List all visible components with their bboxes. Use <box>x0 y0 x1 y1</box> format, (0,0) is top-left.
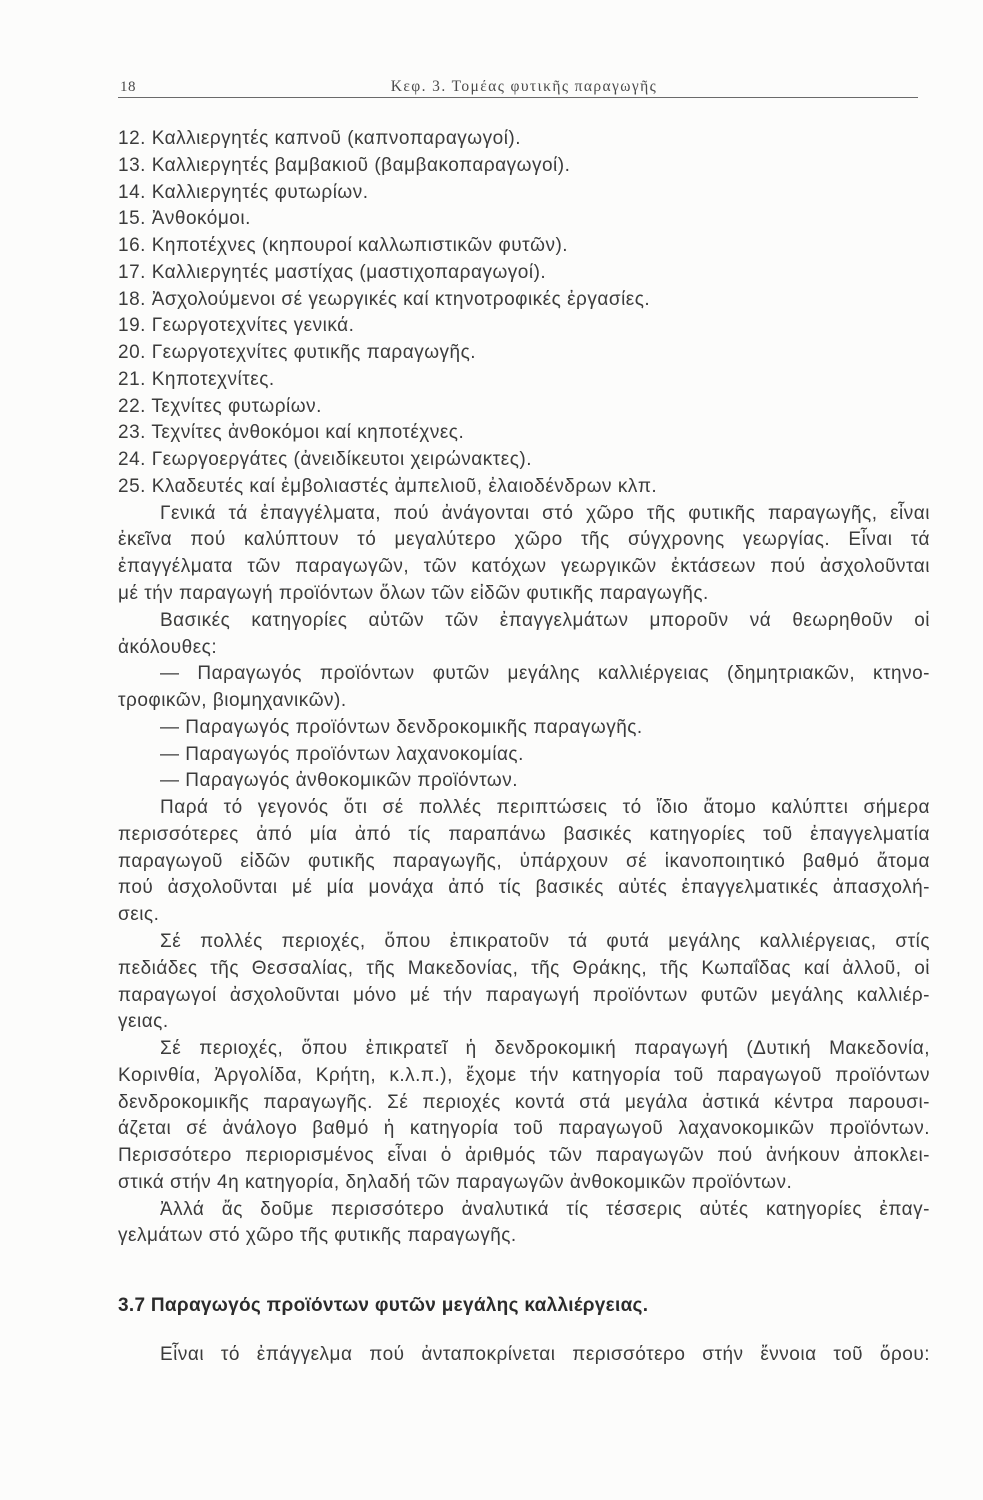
list-item-number: 25. <box>118 475 146 497</box>
category-item-line: τροφικῶν, βιομηχανικῶν). <box>118 690 347 712</box>
list-item <box>118 233 930 260</box>
category-item-line: — Παραγωγός ἀνθοκομικῶν προϊόντων. <box>160 770 518 792</box>
paragraph-line: παραγωγοῦ εἰδῶν φυτικῆς παραγωγῆς, ὑπάρχουν σέ ἱκανοποιητικό βαθμό ἄτομα <box>118 850 930 872</box>
list-item-number: 21. <box>118 368 146 390</box>
list-item-text: Καλλιεργητές βαμβακιοῦ (βαμβακοπαραγωγοί). <box>151 154 571 176</box>
paragraph-line: παραγωγοί ἀσχολοῦνται μόνο μέ τήν παραγωγή προϊόντων φυτῶν μεγάλης καλλιέρ- <box>118 984 930 1006</box>
list-item-number: 17. <box>118 261 146 283</box>
list-item-text: Ἀσχολούμενοι σέ γεωργικές καί κτηνοτροφικές ἐργασίες. <box>151 288 651 310</box>
list-item-text: Καλλιεργητές καπνοῦ (καπνοπαραγωγοί). <box>151 128 522 149</box>
list-item-text: Γεωργοτεχνίτες γενικά. <box>151 315 355 337</box>
paragraph-line: άζεται σέ ἀνάλογο βαθμό ἡ κατηγορία τοῦ παραγωγοῦ λαχανοκομικῶν προϊόντων. <box>118 1118 930 1140</box>
list-item <box>118 287 930 314</box>
paragraph-line: μέ τήν παραγωγή προϊόντων ὅλων τῶν εἰδῶν φυτικῆς παραγωγῆς. <box>118 583 709 605</box>
paragraph <box>118 608 930 662</box>
paragraph <box>118 929 930 1036</box>
list-item <box>118 340 930 367</box>
list-item-text: Γεωργοεργάτες (ἀνειδίκευτοι χειρώνακτες). <box>151 449 533 471</box>
list-item-text: Κηποτέχνες (κηπουροί καλλωπιστικῶν φυτῶν). <box>151 235 569 257</box>
paragraph-line: ἐπαγγέλματα τῶν παραγωγῶν, τῶν κατόχων γεωργικῶν ἐκτάσεων πού ἀσχολοῦνται <box>118 556 930 578</box>
paragraph-line: ἀκόλουθες: <box>118 636 218 658</box>
list-item-number: 14. <box>118 181 146 203</box>
occupation-list <box>118 126 930 501</box>
section-heading: 3.7 Παραγωγός προϊόντων φυτῶν μεγάλης καλλιέργειας. <box>118 1295 649 1316</box>
list-item-text: Ἀνθοκόμοι. <box>151 208 251 230</box>
running-title: Κεφ. 3. Τομέας φυτικῆς παραγωγῆς <box>390 78 658 95</box>
list-item-number: 12. <box>118 128 146 149</box>
list-item <box>118 313 930 340</box>
list-item <box>118 126 930 153</box>
list-item-number: 13. <box>118 154 146 176</box>
list-item-number: 22. <box>118 395 146 417</box>
section-paragraph <box>118 1342 930 1369</box>
list-item-number: 20. <box>118 342 146 364</box>
category-item-line: — Παραγωγός προϊόντων φυτῶν μεγάλης καλλιέργειας (δημητριακῶν, κτηνο- <box>160 663 930 685</box>
list-item-number: 19. <box>118 315 146 337</box>
paragraph-line: περισσότερες ἀπό μία ἀπό τίς παραπάνω βασικές κατηγορίες τοῦ ἐπαγγελματία <box>118 823 930 845</box>
paragraph-line: πού ἀσχολοῦνται μέ μία μονάχα ἀπό τίς βασικές αὐτές ἐπαγγελματικές ἀπασχολή- <box>118 877 930 899</box>
paragraph-line: Σέ πολλές περιοχές, ὅπου ἐπικρατοῦν τά φυτά μεγάλης καλλιέργειας, στίς <box>160 930 930 952</box>
list-item-number: 15. <box>118 208 146 230</box>
paragraph-line: Βασικές κατηγορίες αὐτῶν τῶν ἐπαγγελμάτων μποροῦν νά θεωρηθοῦν οἱ <box>160 609 930 631</box>
list-item-text: Κλαδευτές καί ἐμβολιαστές ἀμπελιοῦ, ἐλαιοδένδρων κλπ. <box>151 475 658 497</box>
paragraph-line: πεδιάδες τῆς Θεσσαλίας, τῆς Μακεδονίας, τῆς Θράκης, τῆς Κωπαΐδας καί ἀλλοῦ, οἱ <box>118 957 930 979</box>
paragraph <box>118 1036 930 1197</box>
header-rule <box>118 97 918 98</box>
list-item-text: Τεχνίτες φυτωρίων. <box>151 395 322 417</box>
list-item-number: 23. <box>118 422 146 444</box>
list-item-number: 24. <box>118 449 146 471</box>
paragraph-line: δενδροκομικῆς παραγωγῆς. Σέ περιοχές κοντά στά μεγάλα ἀστικά κέντρα παρουσι- <box>118 1091 930 1113</box>
page-number: 18 <box>120 79 136 95</box>
paragraph-line: Σέ περιοχές, ὅπου ἐπικρατεῖ ἡ δενδροκομική παραγωγή (Δυτική Μακεδονία, <box>160 1038 930 1060</box>
list-item <box>118 206 930 233</box>
paragraph-line: Γενικά τά ἐπαγγέλματα, πού ἀνάγονται στό χῶρο τῆς φυτικῆς παραγωγῆς, εἶναι <box>160 502 930 524</box>
paragraph <box>118 501 930 608</box>
list-item <box>118 420 930 447</box>
list-item <box>118 447 930 474</box>
paragraph-line: Κορινθία, Ἀργολίδα, Κρήτη, κ.λ.π.), ἔχομε τήν κατηγορία τοῦ παραγωγοῦ προϊόντων <box>118 1064 930 1086</box>
paragraph-line: Περισσότερο περιορισμένος εἶναι ὁ ἀριθμός τῶν παραγωγῶν πού ἀνήκουν ἀποκλει- <box>118 1145 930 1167</box>
paragraph-line: Ἀλλά ἄς δοῦμε περισσότερο ἀναλυτικά τίς τέσσερις αὐτές κατηγορίες ἐπαγ- <box>160 1198 930 1220</box>
list-item-number: 18. <box>118 288 146 310</box>
list-item <box>118 153 930 180</box>
list-item-text: Τεχνίτες ἀνθοκόμοι καί κηποτέχνες. <box>151 422 465 444</box>
page-body <box>118 126 930 1250</box>
paragraph-line: γελμάτων στό χῶρο τῆς φυτικῆς παραγωγῆς. <box>118 1225 517 1247</box>
category-item-line: — Παραγωγός προϊόντων δενδροκομικῆς παραγωγῆς. <box>160 716 643 738</box>
paragraph-line: ἐκεῖνα πού καλύπτουν τό μεγαλύτερο χῶρο τῆς σύγχρονης γεωργίας. Εἶναι τά <box>118 529 930 551</box>
list-item <box>118 394 930 421</box>
list-item-text: Καλλιεργητές μαστίχας (μαστιχοπαραγωγοί). <box>151 261 547 283</box>
category-list <box>118 661 930 795</box>
paragraph-line: Εἶναι τό ἐπάγγελμα πού ἀνταποκρίνεται περισσότερο στήν ἔννοια τοῦ ὅρου: <box>160 1344 930 1365</box>
paragraph-line: σεις. <box>118 904 160 926</box>
paragraph-line: Παρά τό γεγονός ὅτι σέ πολλές περιπτώσεις τό ἴδιο ἄτομο καλύπτει σήμερα <box>160 797 930 819</box>
category-item-line: — Παραγωγός προϊόντων λαχανοκομίας. <box>160 743 524 765</box>
paragraph <box>118 795 930 929</box>
paragraph-line: στικά στήν 4η κατηγορία, δηλαδή τῶν παραγωγῶν ἀνθοκομικῶν προϊόντων. <box>118 1171 793 1193</box>
list-item-text: Καλλιεργητές φυτωρίων. <box>151 181 369 203</box>
list-item <box>118 367 930 394</box>
paragraph <box>118 1197 930 1251</box>
list-item <box>118 180 930 207</box>
list-item-text: Κηποτεχνίτες. <box>151 368 275 390</box>
list-item <box>118 474 930 501</box>
list-item <box>118 260 930 287</box>
list-item-number: 16. <box>118 235 146 257</box>
list-item-text: Γεωργοτεχνίτες φυτικῆς παραγωγῆς. <box>151 342 477 364</box>
paragraph-line: γειας. <box>118 1011 169 1033</box>
running-header <box>118 77 918 97</box>
